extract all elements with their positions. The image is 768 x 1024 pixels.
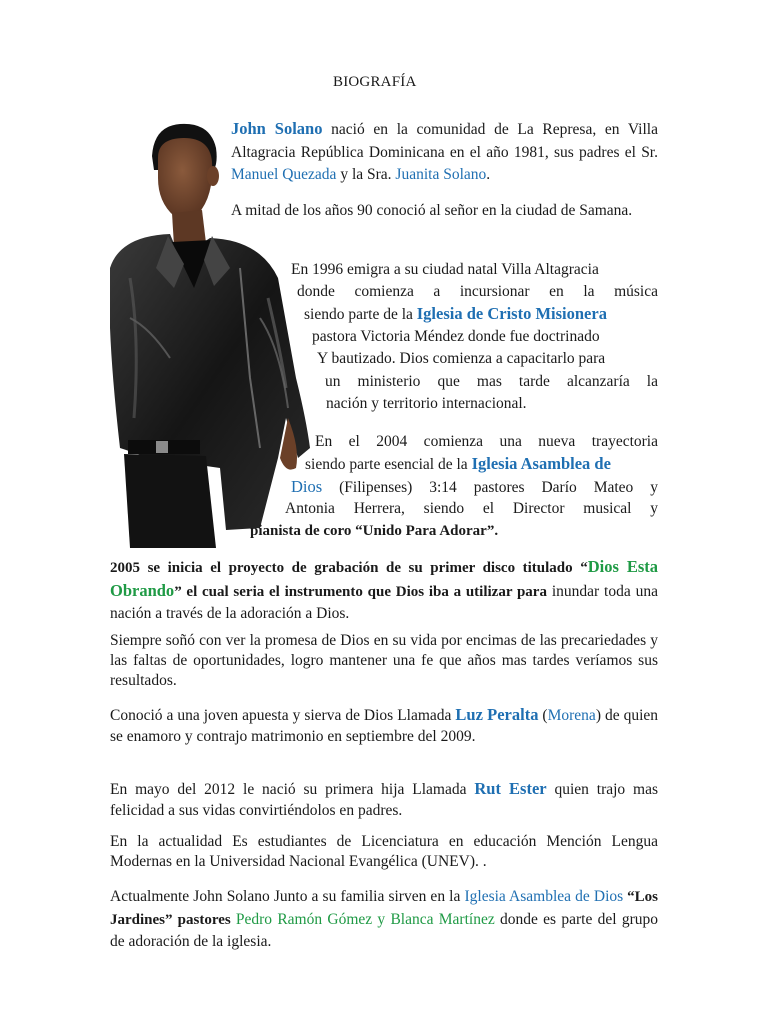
current-paragraph [110, 886, 658, 954]
text-span: ” el cual seria el instrumento que Dios iba a utilizar para [174, 583, 547, 600]
page-title: BIOGRAFÍA [333, 74, 417, 90]
text-span: siendo parte de la [304, 306, 417, 323]
conversion-paragraph: A mitad de los años 90 conoció al señor en la ciudad de Samana. [231, 202, 633, 219]
text-line: nación y territorio internacional. [326, 395, 527, 412]
text-line: En 1996 emigra a su ciudad natal Villa Altagracia [291, 261, 599, 278]
education-paragraph: En la actualidad Es estudiantes de Licenciatura en educación Mención Lengua Modernas en la Universidad Nacional Evangélica (UNEV). . [110, 833, 658, 870]
text-span: En el 2004 comienza una nueva trayectoria [315, 433, 658, 450]
text-line [285, 498, 658, 521]
text-span: Antonia Herrera, siendo el Director musical y [285, 500, 658, 517]
album-title: Dios Esta Obrando [110, 557, 659, 600]
church-name: Iglesia Asamblea de [471, 454, 611, 473]
text-span: donde es parte del grupo de adoración de la iglesia. [110, 910, 658, 950]
text-span: quien trajo mas felicidad a sus vidas convirtiéndolos en padres. [110, 781, 659, 819]
text-line [297, 281, 658, 304]
text-span: Conoció a una joven apuesta y sierva de Dios Llamada [110, 707, 456, 724]
intro-paragraph [231, 118, 658, 187]
text-span: ( [538, 707, 548, 724]
text-span: . [486, 166, 491, 183]
text-span: ) de quien se enamoro y contrajo matrimonio en septiembre del 2009. [110, 707, 659, 745]
text-line [304, 303, 607, 327]
text-span: un ministerio que mas tarde alcanzaría la [325, 373, 658, 390]
album-paragraph [110, 556, 658, 626]
mother-name: Juanita Solano [395, 166, 487, 183]
text-line: Y bautizado. Dios comienza a capacitarlo para [317, 350, 606, 367]
marriage-paragraph [110, 705, 658, 747]
text-span: “Los Jardines” pastores [110, 889, 658, 928]
text-span: En mayo del 2012 le nació su primera hija Llamada [110, 781, 475, 798]
text-line: pianista de coro “Unido Para Adorar”. [250, 523, 499, 539]
text-span: inundar toda una nación a través de la adoración a Dios. [110, 582, 659, 622]
text-line [291, 476, 658, 500]
church-name-cont: Dios [291, 477, 323, 496]
father-name: Manuel Quezada [231, 166, 337, 183]
daughter-name: Rut Ester [474, 779, 547, 798]
text-line [305, 453, 611, 477]
text-span: y la Sra. [336, 166, 396, 183]
wife-nickname: Morena [547, 707, 596, 724]
daughter-paragraph [110, 778, 658, 821]
text-line: pastora Victoria Méndez donde fue doctrinado [312, 328, 600, 345]
text-span: siendo parte esencial de la [305, 456, 472, 473]
text-line [325, 371, 658, 394]
text-line [315, 431, 658, 454]
text-span: donde comienza a incursionar en la música [297, 283, 658, 300]
wife-name: Luz Peralta [455, 705, 539, 724]
text-span: nació en la comunidad de La Represa, en Villa Altagracia República Dominicana en el año 1981, sus padres el Sr. [231, 121, 658, 161]
person-name: John Solano [231, 119, 323, 138]
pastors-names: Pedro Ramón Gómez y Blanca Martínez [235, 910, 495, 928]
church-name: Iglesia de Cristo Misionera [416, 304, 607, 323]
text-span: (Filipenses) 3:14 pastores Darío Mateo y [322, 479, 658, 496]
text-span: 2005 se inicia el proyecto de grabación de su primer disco titulado “ [110, 560, 588, 576]
church-name: Iglesia Asamblea de Dios [464, 888, 624, 905]
dream-paragraph: Siempre soñó con ver la promesa de Dios en su vida por encimas de las precariedades y las faltas de oportunidades, logro mantener una fe que años mas tardes veríamos sus resultados. [110, 632, 658, 689]
text-span: Actualmente John Solano Junto a su familia sirven en la [110, 888, 465, 905]
